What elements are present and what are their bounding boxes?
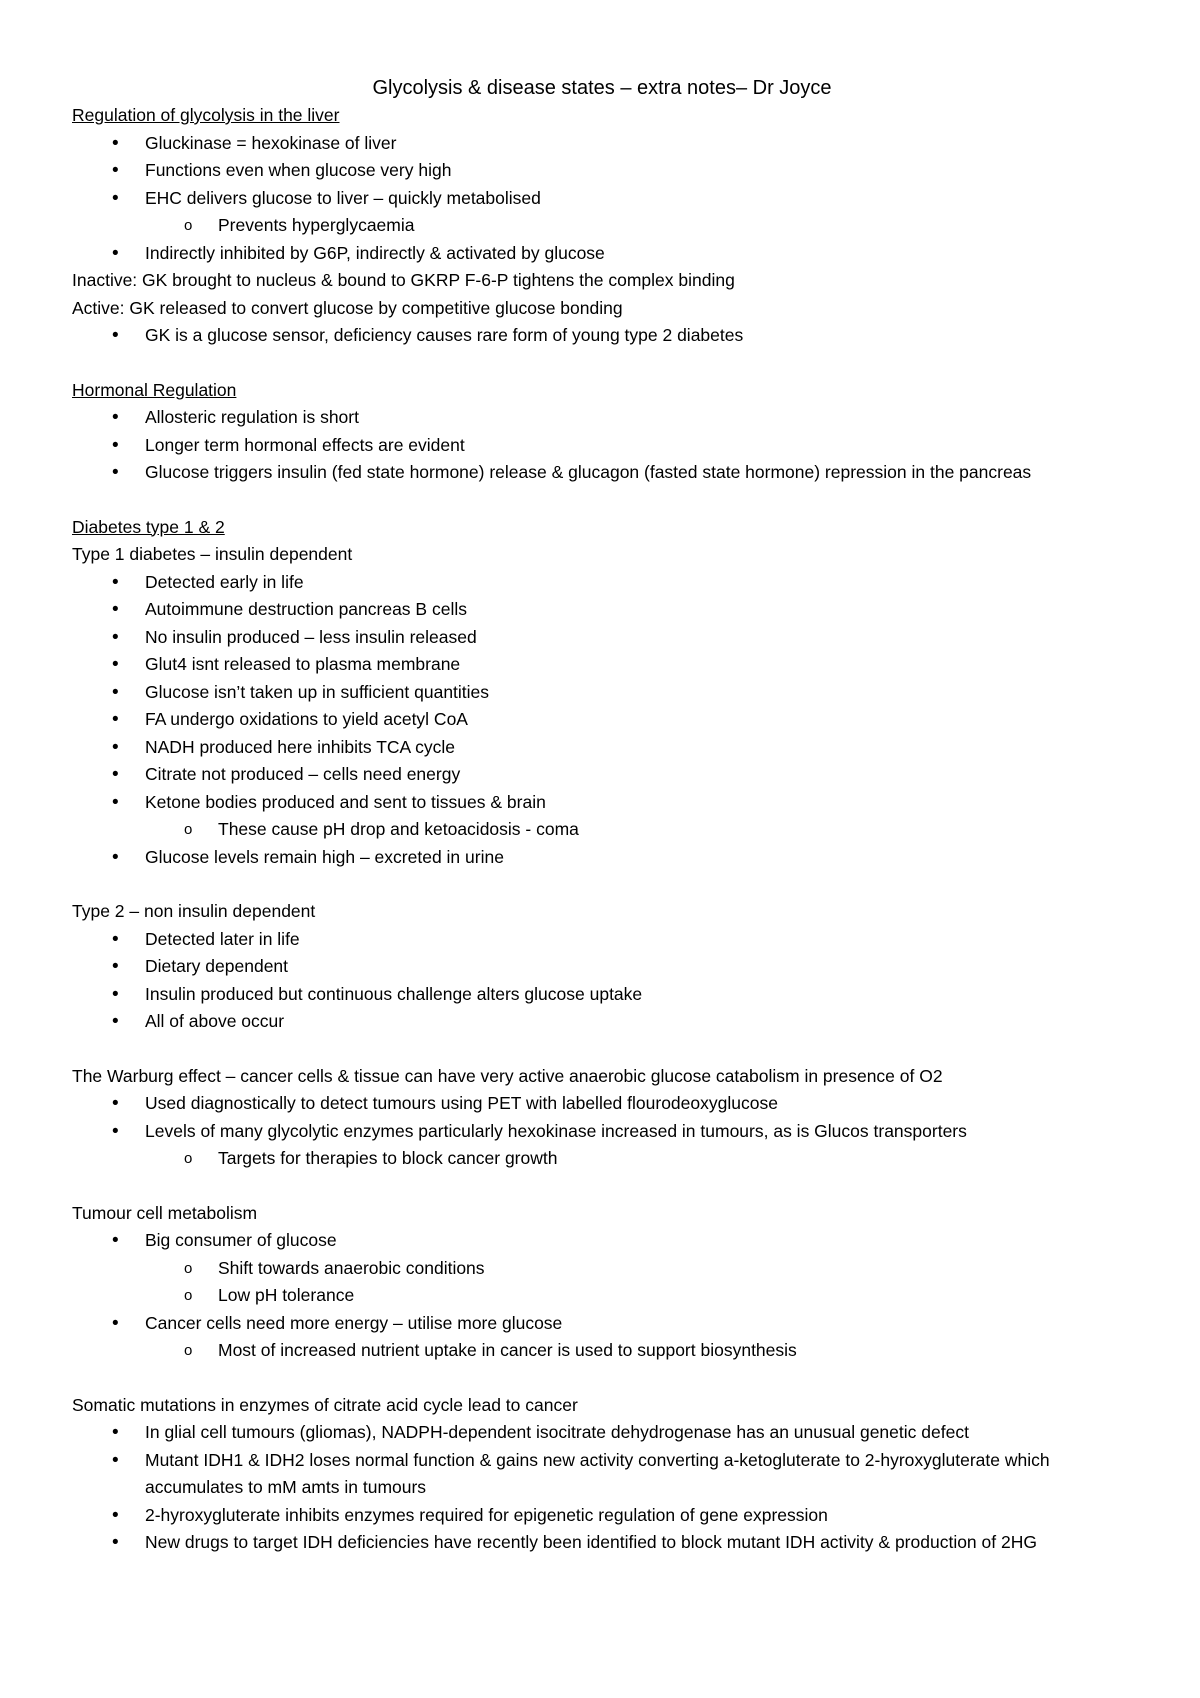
list-item: • Dietary dependent bbox=[72, 953, 1132, 981]
bullet-list bbox=[72, 1227, 1132, 1365]
list-item: • Glucose triggers insulin (fed state hormone) release & glucagon (fasted state hormone) repression in the pancreas bbox=[72, 459, 1132, 487]
list-item: • Mutant IDH1 & IDH2 loses normal function & gains new activity converting a-ketogluterate to 2-hyroxygluterate which accumulates to mM amts in tumours bbox=[72, 1447, 1132, 1502]
list-item: • Cancer cells need more energy – utilise more glucose bbox=[72, 1310, 1132, 1338]
list-item: • Detected later in life bbox=[72, 926, 1132, 954]
list-item: • Glucose levels remain high – excreted in urine bbox=[72, 844, 1132, 872]
sub-list-item: o These cause pH drop and ketoacidosis - coma bbox=[72, 816, 1132, 844]
bullet-list bbox=[72, 926, 1132, 1036]
section-warburg-effect bbox=[72, 1063, 1132, 1173]
text-line: Type 1 diabetes – insulin dependent bbox=[72, 544, 353, 564]
section-type-2 bbox=[72, 898, 1132, 1036]
bullet-list bbox=[72, 404, 1132, 487]
sub-list-item: o Low pH tolerance bbox=[72, 1282, 1132, 1310]
list-item: • Glut4 isnt released to plasma membrane bbox=[72, 651, 1132, 679]
list-item: • In glial cell tumours (gliomas), NADPH-dependent isocitrate dehydrogenase has an unusual genetic defect bbox=[72, 1419, 1132, 1447]
list-item: • Used diagnostically to detect tumours using PET with labelled flourodeoxyglucose bbox=[72, 1090, 1132, 1118]
list-item: • FA undergo oxidations to yield acetyl CoA bbox=[72, 706, 1132, 734]
list-item: • Glucose isn’t taken up in sufficient quantities bbox=[72, 679, 1132, 707]
sub-list-item: o Most of increased nutrient uptake in cancer is used to support biosynthesis bbox=[72, 1337, 1132, 1365]
section-liver-regulation bbox=[72, 102, 1132, 350]
list-item: • Levels of many glycolytic enzymes particularly hexokinase increased in tumours, as is Glucos transporters bbox=[72, 1118, 1132, 1146]
sub-list-item: o Prevents hyperglycaemia bbox=[72, 212, 1132, 240]
text-line: The Warburg effect – cancer cells & tissue can have very active anaerobic glucose catabolism in presence of O2 bbox=[72, 1065, 943, 1086]
list-item: • Allosteric regulation is short bbox=[72, 404, 1132, 432]
section-heading: Hormonal Regulation bbox=[72, 379, 237, 400]
list-item: • No insulin produced – less insulin released bbox=[72, 624, 1132, 652]
list-item: • Indirectly inhibited by G6P, indirectly & activated by glucose bbox=[72, 240, 1132, 268]
section-diabetes bbox=[72, 514, 1132, 872]
list-item: • Citrate not produced – cells need energy bbox=[72, 761, 1132, 789]
list-item: • Big consumer of glucose bbox=[72, 1227, 1132, 1255]
section-somatic-mutations bbox=[72, 1392, 1132, 1557]
section-heading: Regulation of glycolysis in the liver bbox=[72, 105, 340, 125]
document-title: Glycolysis & disease states – extra notes– Dr Joyce bbox=[372, 77, 832, 99]
bullet-list bbox=[72, 1090, 1132, 1173]
text-line: Somatic mutations in enzymes of citrate acid cycle lead to cancer bbox=[72, 1394, 578, 1415]
list-item: • NADH produced here inhibits TCA cycle bbox=[72, 734, 1132, 762]
list-item: • All of above occur bbox=[72, 1008, 1132, 1036]
text-line: Active: GK released to convert glucose by competitive glucose bonding bbox=[72, 297, 623, 318]
bullet-list bbox=[72, 1419, 1132, 1557]
text-line: Type 2 – non insulin dependent bbox=[72, 901, 316, 921]
list-item: • Functions even when glucose very high bbox=[72, 157, 1132, 185]
sub-list-item: o Shift towards anaerobic conditions bbox=[72, 1255, 1132, 1283]
list-item: • Insulin produced but continuous challenge alters glucose uptake bbox=[72, 981, 1132, 1009]
bullet-list bbox=[72, 130, 1132, 268]
bullet-list bbox=[72, 569, 1132, 872]
section-tumour-metabolism bbox=[72, 1200, 1132, 1365]
list-item: • GK is a glucose sensor, deficiency causes rare form of young type 2 diabetes bbox=[72, 322, 1132, 350]
list-item: • Ketone bodies produced and sent to tissues & brain bbox=[72, 789, 1132, 817]
list-item: • Autoimmune destruction pancreas B cells bbox=[72, 596, 1132, 624]
text-line: Inactive: GK brought to nucleus & bound to GKRP F-6-P tightens the complex binding bbox=[72, 270, 735, 290]
section-hormonal-regulation bbox=[72, 377, 1132, 487]
document-page bbox=[72, 74, 1132, 1557]
list-item: • 2-hyroxygluterate inhibits enzymes required for epigenetic regulation of gene expression bbox=[72, 1502, 1132, 1530]
list-item: • Detected early in life bbox=[72, 569, 1132, 597]
section-heading: Diabetes type 1 & 2 bbox=[72, 516, 225, 537]
bullet-list bbox=[72, 322, 1132, 350]
list-item: • New drugs to target IDH deficiencies have recently been identified to block mutant IDH activity & production of 2HG bbox=[72, 1529, 1132, 1557]
text-line: Tumour cell metabolism bbox=[72, 1202, 258, 1223]
list-item: • Longer term hormonal effects are evident bbox=[72, 432, 1132, 460]
sub-list-item: o Targets for therapies to block cancer growth bbox=[72, 1145, 1132, 1173]
list-item: • Gluckinase = hexokinase of liver bbox=[72, 130, 1132, 158]
list-item: • EHC delivers glucose to liver – quickly metabolised bbox=[72, 185, 1132, 213]
